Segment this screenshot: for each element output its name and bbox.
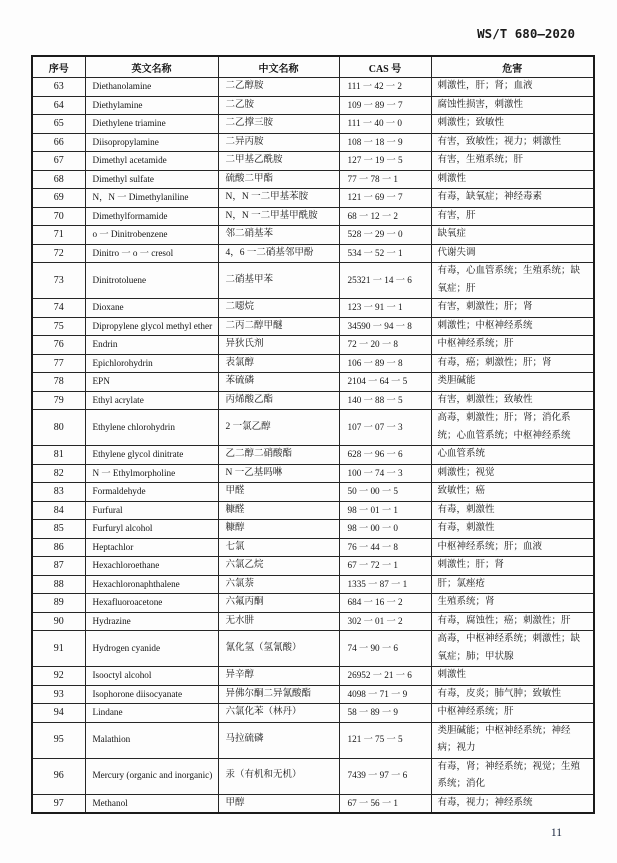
table-row	[32, 575, 594, 594]
cell-cas: 528 一 29 一 0	[339, 226, 431, 245]
cell-cas: 26952 一 21 一 6	[339, 667, 431, 686]
cell-zh: 二甲基乙酰胺	[218, 152, 339, 171]
table-row	[32, 501, 594, 520]
cell-cas: 76 一 44 一 8	[339, 538, 431, 557]
cell-en: N，N 一 Dimethylaniline	[85, 189, 218, 208]
cell-no: 67	[32, 152, 85, 171]
cell-hazard: 肝；氯痤疮	[431, 575, 594, 594]
table-row	[32, 538, 594, 557]
cell-cas: 7439 一 97 一 6	[339, 758, 431, 794]
cell-en: Dimethyl acetamide	[85, 152, 218, 171]
cell-cas: 58 一 89 一 9	[339, 704, 431, 723]
cell-no: 83	[32, 483, 85, 502]
table-row	[32, 612, 594, 631]
cell-en: Hydrazine	[85, 612, 218, 631]
cell-hazard: 刺激性；视觉	[431, 464, 594, 483]
cell-en: Dipropylene glycol methyl ether	[85, 317, 218, 336]
cell-cas: 2104 一 64 一 5	[339, 373, 431, 392]
table-row	[32, 78, 594, 97]
cell-no: 94	[32, 704, 85, 723]
cell-cas: 109 一 89 一 7	[339, 96, 431, 115]
cell-hazard: 类胆碱能	[431, 373, 594, 392]
cell-en: Dinitrotoluene	[85, 263, 218, 299]
cell-hazard: 中枢神经系统；肝	[431, 336, 594, 355]
table-row	[32, 317, 594, 336]
cell-en: Dimethyl sulfate	[85, 170, 218, 189]
cell-zh: 乙二醇二硝酸酯	[218, 446, 339, 465]
table-row	[32, 631, 594, 667]
cell-zh: 甲醛	[218, 483, 339, 502]
cell-no: 85	[32, 520, 85, 539]
cell-no: 97	[32, 794, 85, 813]
cell-cas: 4098 一 71 一 9	[339, 685, 431, 704]
cell-no: 88	[32, 575, 85, 594]
cell-en: Dimethylformamide	[85, 207, 218, 226]
table-row	[32, 557, 594, 576]
header-cell-no: 序号	[32, 56, 85, 78]
cell-en: Methanol	[85, 794, 218, 813]
cell-hazard: 有害，生殖系统；肝	[431, 152, 594, 171]
cell-en: Malathion	[85, 722, 218, 758]
cell-no: 80	[32, 410, 85, 446]
cell-zh: 4，6 一二硝基邻甲酚	[218, 244, 339, 263]
table-row	[32, 446, 594, 465]
cell-no: 70	[32, 207, 85, 226]
cell-hazard: 缺氧症	[431, 226, 594, 245]
cell-cas: 50 一 00 一 5	[339, 483, 431, 502]
cell-cas: 127 一 19 一 5	[339, 152, 431, 171]
cell-hazard: 有毒，皮炎；肺气肿；致敏性	[431, 685, 594, 704]
cell-zh: 丙烯酸乙酯	[218, 391, 339, 410]
table-row	[32, 299, 594, 318]
header-cell-en: 英文名称	[85, 56, 218, 78]
cell-zh: 二乙撑三胺	[218, 115, 339, 134]
cell-no: 71	[32, 226, 85, 245]
table-header	[32, 56, 594, 78]
cell-en: Ethylene glycol dinitrate	[85, 446, 218, 465]
cell-en: EPN	[85, 373, 218, 392]
cell-no: 96	[32, 758, 85, 794]
cell-zh: 二乙醇胺	[218, 78, 339, 97]
table-body	[32, 78, 594, 814]
cell-zh: 糠醇	[218, 520, 339, 539]
table-row	[32, 667, 594, 686]
cell-cas: 534 一 52 一 1	[339, 244, 431, 263]
standard-code: WS/T 680—2020	[477, 26, 575, 41]
table-row	[32, 207, 594, 226]
cell-cas: 25321 一 14 一 6	[339, 263, 431, 299]
cell-en: Dioxane	[85, 299, 218, 318]
cell-cas: 111 一 40 一 0	[339, 115, 431, 134]
cell-en: Diethanolamine	[85, 78, 218, 97]
cell-en: Lindane	[85, 704, 218, 723]
cell-zh: 六氯萘	[218, 575, 339, 594]
cell-hazard: 有毒，癌；刺激性；肝；肾	[431, 354, 594, 373]
cell-en: Hexachloroethane	[85, 557, 218, 576]
table-row	[32, 685, 594, 704]
cell-hazard: 有害，刺激性；肝；肾	[431, 299, 594, 318]
cell-en: Dinitro 一 o 一 cresol	[85, 244, 218, 263]
cell-no: 65	[32, 115, 85, 134]
cell-no: 76	[32, 336, 85, 355]
cell-cas: 67 一 72 一 1	[339, 557, 431, 576]
cell-no: 74	[32, 299, 85, 318]
table-row	[32, 152, 594, 171]
cell-zh: 七氯	[218, 538, 339, 557]
cell-cas: 72 一 20 一 8	[339, 336, 431, 355]
cell-no: 72	[32, 244, 85, 263]
cell-en: Mercury (organic and inorganic)	[85, 758, 218, 794]
cell-zh: 异佛尔酮二异氰酸酯	[218, 685, 339, 704]
cell-zh: 甲醇	[218, 794, 339, 813]
cell-hazard: 生殖系统；肾	[431, 594, 594, 613]
cell-zh: 马拉硫磷	[218, 722, 339, 758]
cell-zh: 氰化氢（氢氰酸）	[218, 631, 339, 667]
header-cell-cas: CAS 号	[339, 56, 431, 78]
cell-hazard: 有毒，刺激性	[431, 501, 594, 520]
cell-no: 69	[32, 189, 85, 208]
cell-cas: 121 一 75 一 5	[339, 722, 431, 758]
cell-hazard: 刺激性；肝；肾	[431, 557, 594, 576]
table-row	[32, 722, 594, 758]
cell-no: 95	[32, 722, 85, 758]
table-row	[32, 704, 594, 723]
cell-zh: 二硝基甲苯	[218, 263, 339, 299]
cell-cas: 1335 一 87 一 1	[339, 575, 431, 594]
cell-en: Hexafluoroacetone	[85, 594, 218, 613]
cell-zh: 硫酸二甲酯	[218, 170, 339, 189]
cell-zh: 2 一氯乙醇	[218, 410, 339, 446]
cell-cas: 107 一 07 一 3	[339, 410, 431, 446]
table-row	[32, 794, 594, 813]
cell-no: 92	[32, 667, 85, 686]
cell-hazard: 有毒，腐蚀性；癌；刺激性；肝	[431, 612, 594, 631]
table-row	[32, 244, 594, 263]
cell-zh: 汞（有机和无机）	[218, 758, 339, 794]
cell-hazard: 中枢神经系统；肝；血液	[431, 538, 594, 557]
table-row	[32, 391, 594, 410]
cell-cas: 108 一 18 一 9	[339, 133, 431, 152]
cell-cas: 98 一 00 一 0	[339, 520, 431, 539]
cell-zh: 二异丙胺	[218, 133, 339, 152]
cell-zh: 异辛醇	[218, 667, 339, 686]
table-row	[32, 373, 594, 392]
cell-cas: 68 一 12 一 2	[339, 207, 431, 226]
cell-en: Formaldehyde	[85, 483, 218, 502]
table-row	[32, 226, 594, 245]
cell-hazard: 高毒，中枢神经系统；刺激性；缺氧症；肺；甲状腺	[431, 631, 594, 667]
cell-en: Ethyl acrylate	[85, 391, 218, 410]
cell-en: Isophorone diisocyanate	[85, 685, 218, 704]
table-row	[32, 520, 594, 539]
cell-hazard: 有毒，肾；神经系统；视觉；生殖系统；消化	[431, 758, 594, 794]
cell-cas: 100 一 74 一 3	[339, 464, 431, 483]
cell-no: 84	[32, 501, 85, 520]
cell-zh: 二噁烷	[218, 299, 339, 318]
cell-zh: 苯硫磷	[218, 373, 339, 392]
cell-en: Furfural	[85, 501, 218, 520]
table-row	[32, 758, 594, 794]
cell-zh: 二丙二醇甲醚	[218, 317, 339, 336]
header-cell-zh: 中文名称	[218, 56, 339, 78]
cell-cas: 140 一 88 一 5	[339, 391, 431, 410]
cell-en: N 一 Ethylmorpholine	[85, 464, 218, 483]
header-row	[32, 56, 594, 78]
cell-en: Endrin	[85, 336, 218, 355]
cell-zh: 六氟丙酮	[218, 594, 339, 613]
cell-cas: 628 一 96 一 6	[339, 446, 431, 465]
cell-hazard: 刺激性；致敏性	[431, 115, 594, 134]
cell-cas: 34590 一 94 一 8	[339, 317, 431, 336]
cell-cas: 106 一 89 一 8	[339, 354, 431, 373]
cell-en: Diisopropylamine	[85, 133, 218, 152]
cell-no: 89	[32, 594, 85, 613]
cell-hazard: 有毒，心血管系统；生殖系统；缺氧症；肝	[431, 263, 594, 299]
cell-no: 73	[32, 263, 85, 299]
cell-hazard: 刺激性，肝；肾；血液	[431, 78, 594, 97]
cell-en: Ethylene chlorohydrin	[85, 410, 218, 446]
cell-zh: 无水肼	[218, 612, 339, 631]
cell-zh: 糠醛	[218, 501, 339, 520]
cell-no: 66	[32, 133, 85, 152]
cell-hazard: 刺激性；中枢神经系统	[431, 317, 594, 336]
cell-hazard: 有毒，缺氧症；神经毒素	[431, 189, 594, 208]
cell-cas: 123 一 91 一 1	[339, 299, 431, 318]
table-row	[32, 263, 594, 299]
cell-cas: 302 一 01 一 2	[339, 612, 431, 631]
cell-zh: 二乙胺	[218, 96, 339, 115]
cell-no: 93	[32, 685, 85, 704]
cell-no: 77	[32, 354, 85, 373]
cell-en: Heptachlor	[85, 538, 218, 557]
cell-no: 91	[32, 631, 85, 667]
cell-cas: 98 一 01 一 1	[339, 501, 431, 520]
cell-zh: 异狄氏剂	[218, 336, 339, 355]
cell-cas: 67 一 56 一 1	[339, 794, 431, 813]
cell-en: Hydrogen cyanide	[85, 631, 218, 667]
table-row	[32, 354, 594, 373]
cell-hazard: 高毒，刺激性；肝；肾；消化系统；心血管系统；中枢神经系统	[431, 410, 594, 446]
cell-hazard: 代谢失调	[431, 244, 594, 263]
cell-hazard: 刺激性	[431, 667, 594, 686]
cell-hazard: 心血管系统	[431, 446, 594, 465]
cell-zh: 邻二硝基苯	[218, 226, 339, 245]
cell-zh: N，N 一二甲基苯胺	[218, 189, 339, 208]
cell-zh: 六氯乙烷	[218, 557, 339, 576]
cell-cas: 121 一 69 一 7	[339, 189, 431, 208]
cell-no: 90	[32, 612, 85, 631]
cell-zh: N，N 一二甲基甲酰胺	[218, 207, 339, 226]
table-row	[32, 594, 594, 613]
table-row	[32, 115, 594, 134]
cell-en: Diethylene triamine	[85, 115, 218, 134]
table-row	[32, 410, 594, 446]
cell-no: 75	[32, 317, 85, 336]
cell-no: 86	[32, 538, 85, 557]
cell-hazard: 有毒，视力；神经系统	[431, 794, 594, 813]
cell-no: 78	[32, 373, 85, 392]
cell-hazard: 有害，刺激性；致敏性	[431, 391, 594, 410]
table-row	[32, 336, 594, 355]
cell-hazard: 类胆碱能；中枢神经系统；神经病；视力	[431, 722, 594, 758]
cell-en: Epichlorohydrin	[85, 354, 218, 373]
header-cell-hazard: 危害	[431, 56, 594, 78]
cell-en: Furfuryl alcohol	[85, 520, 218, 539]
table-row	[32, 96, 594, 115]
cell-hazard: 致敏性；癌	[431, 483, 594, 502]
cell-zh: N 一乙基吗啉	[218, 464, 339, 483]
cell-no: 64	[32, 96, 85, 115]
cell-no: 63	[32, 78, 85, 97]
cell-zh: 表氯醇	[218, 354, 339, 373]
cell-hazard: 中枢神经系统；肝	[431, 704, 594, 723]
cell-no: 79	[32, 391, 85, 410]
cell-cas: 77 一 78 一 1	[339, 170, 431, 189]
table-row	[32, 189, 594, 208]
table-row	[32, 133, 594, 152]
cell-no: 82	[32, 464, 85, 483]
cell-hazard: 刺激性	[431, 170, 594, 189]
table-row	[32, 483, 594, 502]
cell-hazard: 有害，肝	[431, 207, 594, 226]
cell-cas: 111 一 42 一 2	[339, 78, 431, 97]
cell-no: 68	[32, 170, 85, 189]
cell-no: 87	[32, 557, 85, 576]
cell-cas: 684 一 16 一 2	[339, 594, 431, 613]
cell-cas: 74 一 90 一 6	[339, 631, 431, 667]
cell-hazard: 腐蚀性损害，刺激性	[431, 96, 594, 115]
table-row	[32, 464, 594, 483]
cell-hazard: 有害，致敏性；视力；刺激性	[431, 133, 594, 152]
cell-en: Hexachloronaphthalene	[85, 575, 218, 594]
cell-no: 81	[32, 446, 85, 465]
page-number: 11	[550, 827, 562, 839]
cell-en: Diethylamine	[85, 96, 218, 115]
cell-en: Isooctyl alcohol	[85, 667, 218, 686]
chemical-hazard-table	[31, 55, 595, 814]
table-row	[32, 170, 594, 189]
cell-hazard: 有毒，刺激性	[431, 520, 594, 539]
cell-zh: 六氯化苯（林丹）	[218, 704, 339, 723]
cell-en: o 一 Dinitrobenzene	[85, 226, 218, 245]
